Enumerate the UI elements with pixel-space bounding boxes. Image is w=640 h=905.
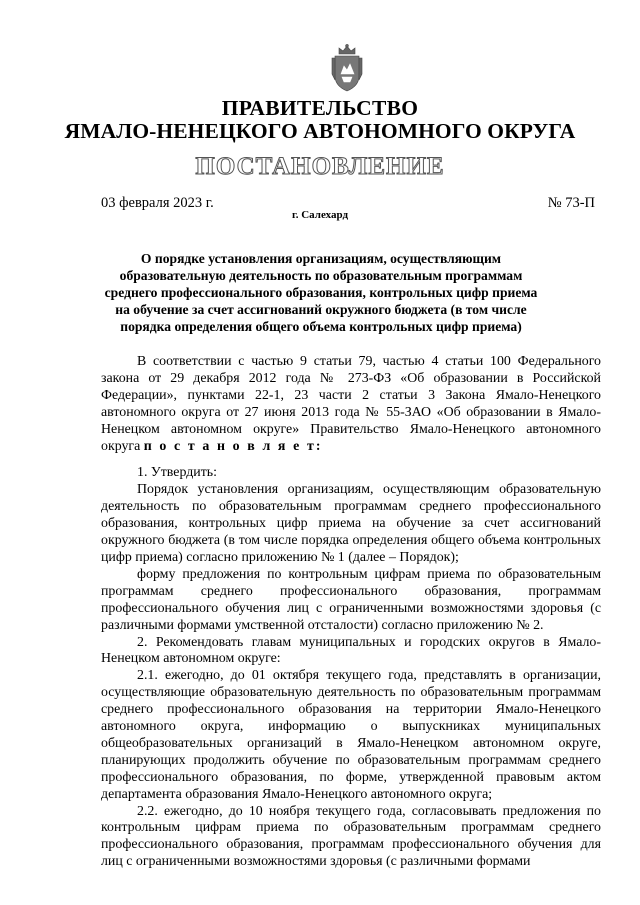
document-title: О порядке установления организациям, осуществляющим образовательную деятельность по образовательным программам среднего профессионального образования, контрольных цифр приема на обучение за счет ассигнований окружного бюджета (в том числе порядка определения общего объема контрольных цифр приема): [104, 251, 538, 334]
document-body: [101, 354, 601, 871]
document-type: ПОСТАНОВЛЕНИЕ: [195, 153, 445, 180]
document-date: 03 февраля 2023 г.: [101, 195, 214, 211]
coat-of-arms-icon: [330, 44, 364, 94]
paragraph-2-1: 2.1. ежегодно, до 01 октября текущего года, представлять в организации, осуществляющие образовательную деятельность по образовательным программам среднего профессионального образования на территории Ямало-Ненецкого автономного округа, информацию о выпускниках муниципальных общеобразовательных организаций в Ямало-Ненецком автономном округе, планирующих продолжить обучение по образовательным программам среднего профессионального образования, по форме, утвержденной правовым актом департамента образования Ямало-Ненецкого автономного округа;: [101, 668, 601, 802]
region-name: ЯМАЛО-НЕНЕЦКОГО АВТОНОМНОГО ОКРУГА: [64, 119, 576, 143]
preamble-text: В соответствии с частью 9 статьи 79, частью 4 статьи 100 Федерального закона от 29 декабря 2012 года № 273-ФЗ «Об образовании в Российской Федерации», пунктами 22-1, 23 части 2 статьи 3 Закона Ямало-Ненецкого автономного округа от 27 июня 2013 года № 55-ЗАО «Об образовании в Ямало-Ненецком автономном округе» Правительство Ямало-Ненецкого автономного округа: [101, 354, 601, 454]
paragraph-1a: Порядок установления организациям, осуществляющим образовательную деятельность по образовательным программам среднего профессионального образования, контрольных цифр приема на обучение за счет ассигнований окружного бюджета (в том числе порядка определения общего объема контрольных цифр приема) согласно приложению № 1 (далее – Порядок);: [101, 482, 601, 565]
emblem: [330, 44, 364, 94]
document-place: г. Салехард: [291, 209, 349, 221]
document-number: № 73-П: [547, 195, 595, 211]
resolves-text: п о с т а н о в л я е т:: [143, 438, 323, 454]
preamble-paragraph: [101, 354, 601, 455]
paragraph-1: 1. Утвердить:: [137, 465, 217, 481]
paragraph-2: 2. Рекомендовать главам муниципальных и городских округов в Ямало-Ненецком автономном округе:: [101, 634, 601, 667]
paragraph-1b: форму предложения по контрольным цифрам приема по образовательным программам среднего профессионального образования, программам профессионального обучения лиц с ограниченными возможностями здоровья (с различными формами умственной отсталости) согласно приложению № 2.: [101, 566, 601, 633]
government-name: ПРАВИТЕЛЬСТВО: [221, 96, 419, 120]
paragraph-2-2: 2.2. ежегодно, до 10 ноября текущего года, согласовывать предложения по контрольным цифрам приема по образовательным программам среднего профессионального образования, программам профессионального обучения для лиц с ограниченными возможностями здоровья (с различными формами: [101, 803, 601, 870]
